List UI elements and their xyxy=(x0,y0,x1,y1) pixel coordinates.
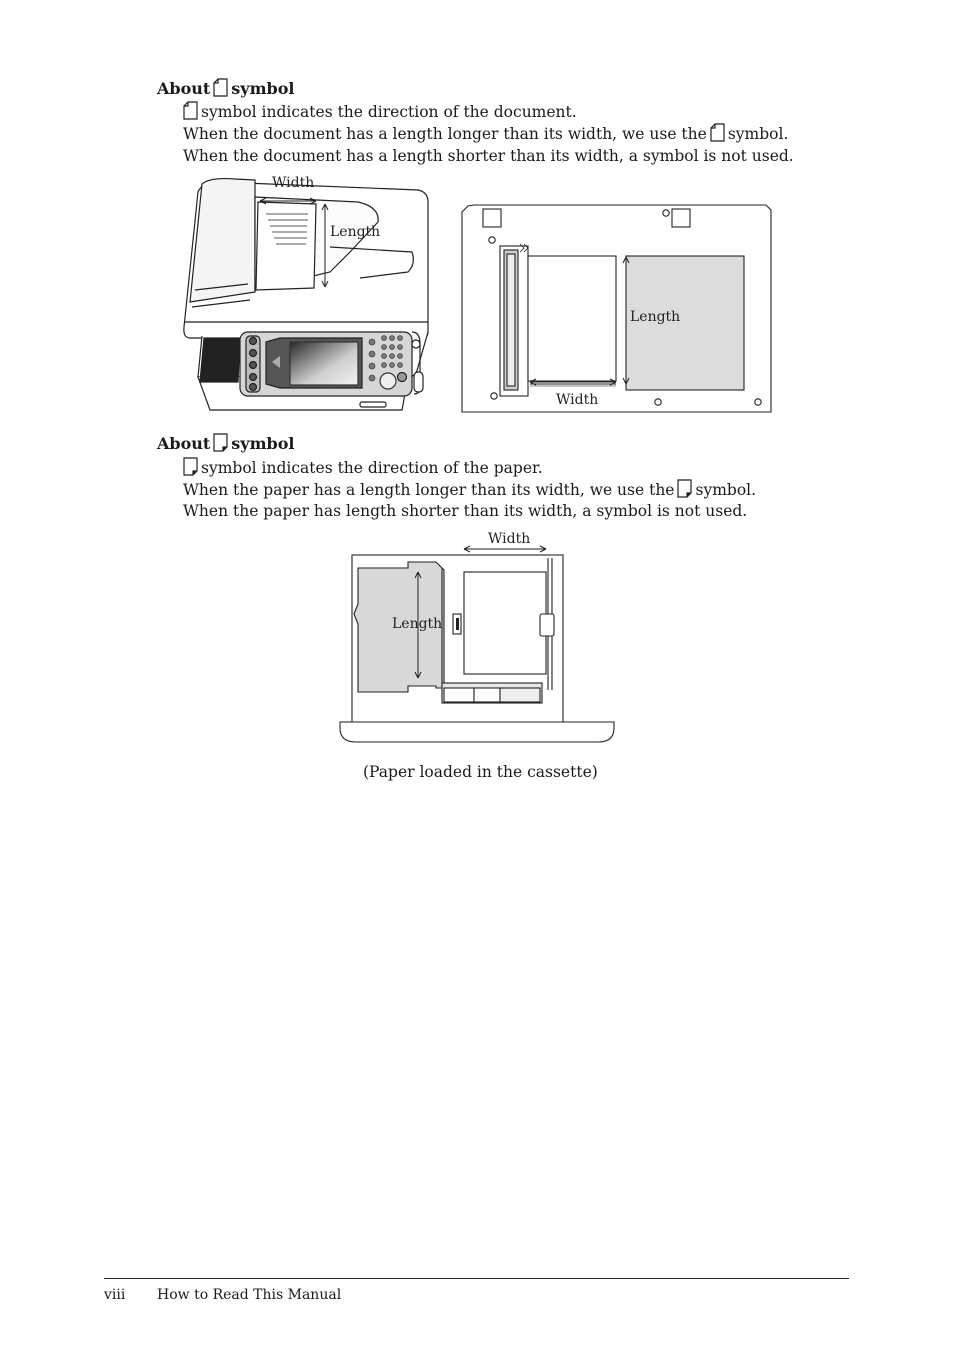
scanner-illustration xyxy=(184,179,428,410)
paper-line-2-text-a: When the paper has a length longer than its width, we use the xyxy=(183,481,675,499)
paper-orientation-icon xyxy=(213,433,228,452)
document-orientation-icon xyxy=(213,78,228,97)
document-line-2-text-a: When the document has a length longer than its width, we use the xyxy=(183,125,707,143)
heading-prefix: About xyxy=(157,434,211,453)
paper-line-2-text-b: symbol. xyxy=(695,481,757,499)
document-orientation-icon xyxy=(710,123,725,142)
paper-orientation-icon xyxy=(183,457,198,476)
paper-line-3-text: When the paper has length shorter than its width, a symbol is not used. xyxy=(183,502,748,520)
heading-paper-symbol xyxy=(157,433,294,454)
platen-diagram xyxy=(462,205,771,412)
paper-line-2 xyxy=(183,479,756,501)
label-scanner-width: Width xyxy=(272,175,315,191)
page-number: viii xyxy=(104,1287,126,1303)
document-line-3 xyxy=(183,145,794,167)
document-line-1 xyxy=(183,101,577,123)
document-orientation-icon xyxy=(183,101,198,120)
label-cassette-length: Length xyxy=(392,616,443,632)
cassette-illustration xyxy=(340,555,614,742)
paper-line-1-text: symbol indicates the direction of the paper. xyxy=(201,459,543,477)
label-platen-length: Length xyxy=(630,309,681,325)
document-line-2-text-b: symbol. xyxy=(727,125,789,143)
paper-orientation-icon xyxy=(677,479,692,498)
document-line-1-text: symbol indicates the direction of the document. xyxy=(201,103,577,121)
figure-caption: (Paper loaded in the cassette) xyxy=(363,763,598,781)
heading-document-symbol xyxy=(157,78,294,99)
footer-title: How to Read This Manual xyxy=(157,1287,342,1303)
document-line-2 xyxy=(183,123,788,145)
heading-suffix: symbol xyxy=(231,79,295,98)
label-cassette-width: Width xyxy=(488,531,531,547)
paper-line-3 xyxy=(183,500,747,522)
figure-cassette xyxy=(336,528,618,746)
heading-prefix: About xyxy=(157,79,211,98)
label-platen-width: Width xyxy=(556,392,599,408)
document-line-3-text: When the document has a length shorter than its width, a symbol is not used. xyxy=(183,147,794,165)
footer-divider xyxy=(104,1278,849,1279)
label-scanner-length: Length xyxy=(330,224,381,240)
heading-suffix: symbol xyxy=(231,434,295,453)
paper-line-1 xyxy=(183,457,543,479)
figure-document-direction xyxy=(180,172,780,417)
